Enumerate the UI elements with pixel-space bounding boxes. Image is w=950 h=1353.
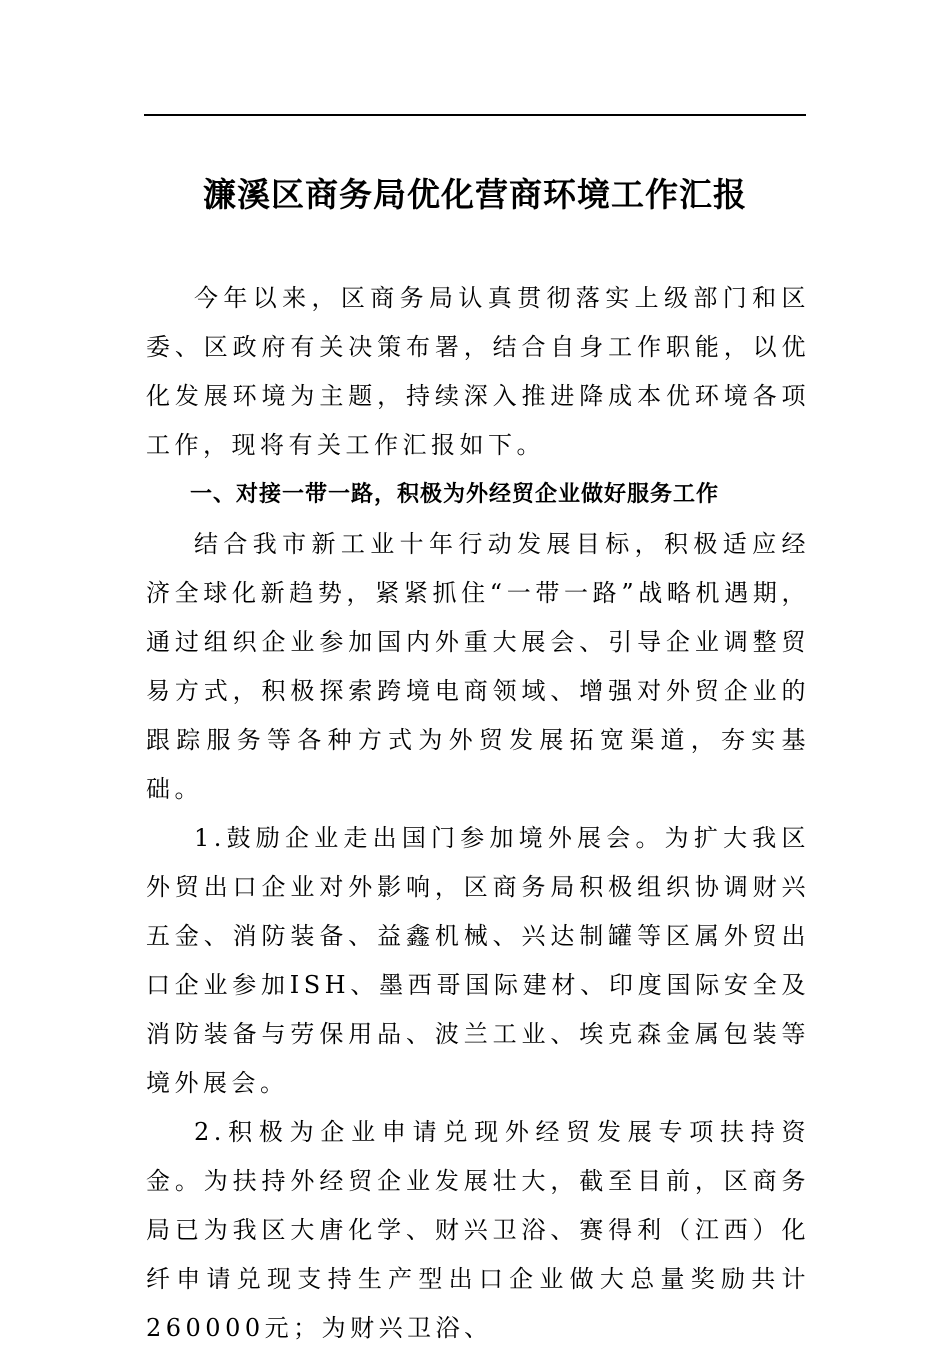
item-1-paragraph: 1.鼓励企业走出国门参加境外展会。为扩大我区外贸出口企业对外影响，区商务局积极组织协调财兴五金、消防装备、益鑫机械、兴达制罐等区属外贸出口企业参加ISH、墨西哥国际建材、印度国际安全及消防装备与劳保用品、波兰工业、埃克森金属包装等境外展会。 (146, 824, 810, 1097)
section-summary-paragraph: 结合我市新工业十年行动发展目标，积极适应经济全球化新趋势，紧紧抓住“一带一路”战略机遇期，通过组织企业参加国内外重大展会、引导企业调整贸易方式，积极探索跨境电商领域、增强对外贸企业的跟踪服务等各种方式为外贸发展拓宽渠道，夯实基础。 (146, 530, 810, 803)
item-2-paragraph: 2.积极为企业申请兑现外经贸发展专项扶持资金。为扶持外经贸企业发展壮大，截至目前，区商务局已为我区大唐化学、财兴卫浴、赛得利（江西）化纤申请兑现支持生产型出口企业做大总量奖励共计260000元；为财兴卫浴、 (146, 1118, 810, 1342)
document-body (146, 274, 810, 1353)
intro-paragraph: 今年以来，区商务局认真贯彻落实上级部门和区委、区政府有关决策布署，结合自身工作职能，以优化发展环境为主题，持续深入推进降成本优环境各项工作，现将有关工作汇报如下。 (146, 284, 810, 459)
document-title: 濂溪区商务局优化营商环境工作汇报 (203, 175, 747, 214)
header-rule (144, 114, 806, 116)
section-heading: 一、对接一带一路，积极为外经贸企业做好服务工作 (190, 482, 720, 507)
